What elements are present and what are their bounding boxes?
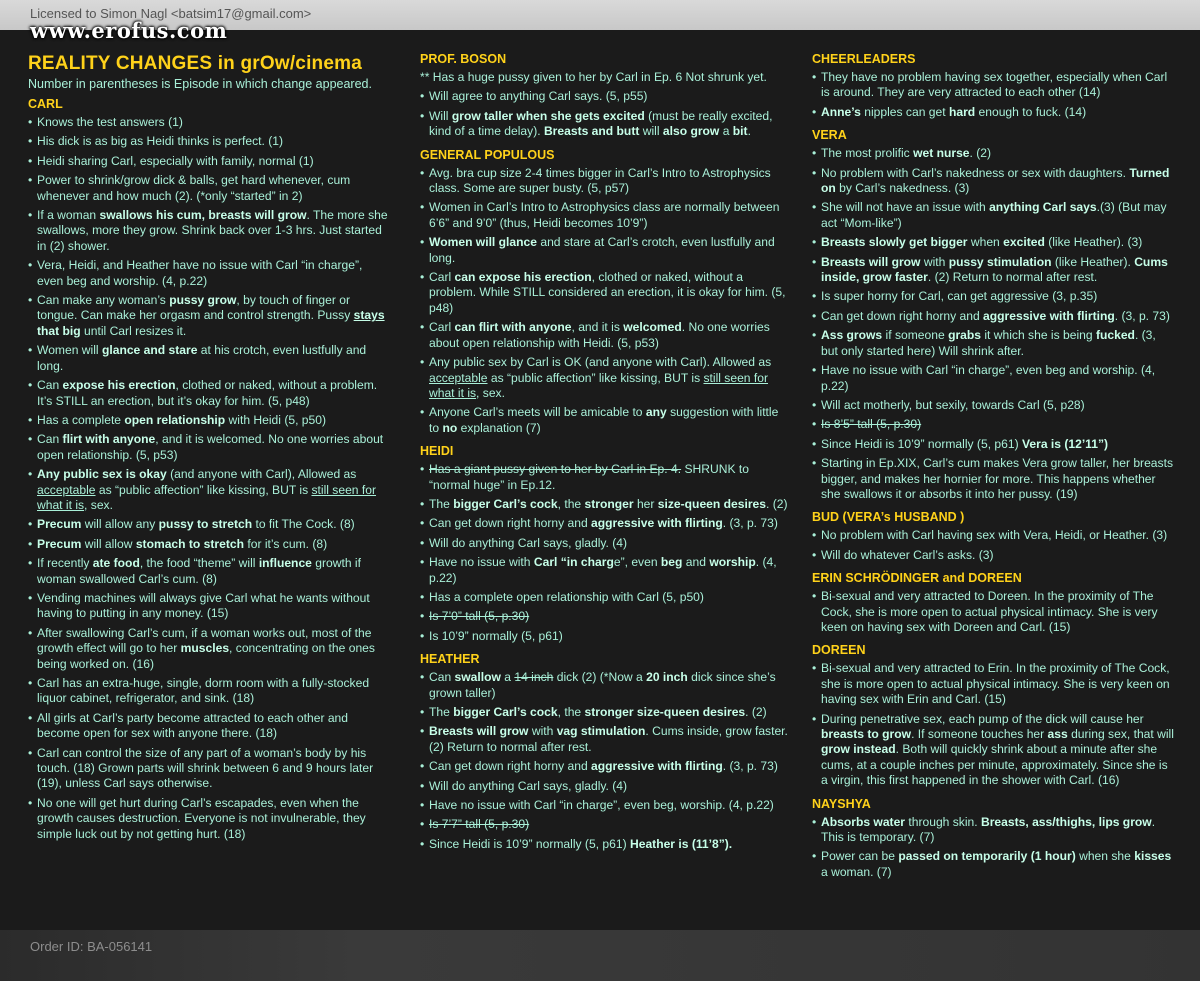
section-heidi (420, 444, 790, 644)
section-list (812, 528, 1174, 563)
list-item: • Power to shrink/grow dick & balls, get hard whenever, cum whenever and how much (2). (*only “started” in 2) (28, 173, 388, 204)
list-item: • Is 7’0” tall (5, p.30) (420, 609, 790, 624)
section-list (812, 146, 1174, 502)
list-item: • His dick is as big as Heidi thinks is perfect. (1) (28, 134, 388, 149)
list-item: • Is 7’7” tall (5, p.30) (420, 817, 790, 832)
section-list (420, 462, 790, 644)
list-item: • Have no issue with Carl “in charge”, even beg, worship. (4, p.22) (420, 798, 790, 813)
list-item: • Is super horny for Carl, can get aggressive (3, p.35) (812, 289, 1174, 304)
section-title: NAYSHYA (812, 796, 871, 811)
section-title: VERA (812, 128, 847, 143)
list-item: • Can get down right horny and aggressive with flirting. (3, p. 73) (420, 759, 790, 774)
list-item: • She will not have an issue with anything Carl says.(3) (But may act “Mom-like”) (812, 200, 1174, 231)
list-item: • Anyone Carl’s meets will be amicable to any suggestion with little to no explanation (7) (420, 405, 790, 436)
section-general-populous (420, 148, 790, 437)
section-nayshya (812, 797, 1174, 881)
list-item: • No one will get hurt during Carl’s escapades, even when the growth causes destruction. Everyone is not invulnerable, they simple luck out by not getting hurt. (18) (28, 796, 388, 842)
section-erin-schr-dinger-and-doreen (812, 571, 1174, 635)
list-item: • If a woman swallows his cum, breasts will grow. The more she swallows, more they grow. Shrink back over 1-3 hrs. Just started in (2) shower. (28, 208, 388, 254)
section-title: DOREEN (812, 643, 866, 658)
section-title: CHEERLEADERS (812, 52, 916, 66)
list-item: • Anne’s nipples can get hard enough to fuck. (14) (812, 105, 1174, 120)
list-item: • Has a complete open relationship with Carl (5, p50) (420, 590, 790, 605)
list-item: • No problem with Carl’s nakedness or sex with daughters. Turned on by Carl’s nakedness. (3) (812, 166, 1174, 197)
list-item: • Starting in Ep.XIX, Carl’s cum makes Vera grow taller, her breasts bigger, and makes her hornier for more. This happens whether she swallows it or absorbs it into her pussy. (19) (812, 456, 1174, 502)
list-item: • Absorbs water through skin. Breasts, ass/thighs, lips grow. This is temporary. (7) (812, 815, 1174, 846)
column-1 (28, 52, 388, 850)
license-text: Licensed to Simon Nagl <batsim17@gmail.com> (30, 6, 312, 21)
list-item: • Can get down right horny and aggressive with flirting. (3, p. 73) (812, 309, 1174, 324)
list-item: • No problem with Carl having sex with Vera, Heidi, or Heather. (3) (812, 528, 1174, 543)
list-item: • Will act motherly, but sexily, towards Carl (5, p28) (812, 398, 1174, 413)
list-item: • Carl can flirt with anyone, and it is welcomed. No one worries about open relationship with Heidi. (5, p53) (420, 320, 790, 351)
section-list (28, 115, 388, 842)
list-item: • After swallowing Carl’s cum, if a woman works out, most of the growth effect will go to her muscles, concentrating on the ones being worked on. (16) (28, 626, 388, 672)
list-item: • Is 10’9” normally (5, p61) (420, 629, 790, 644)
section-title: HEIDI (420, 444, 454, 459)
list-item: • Will do anything Carl says, gladly. (4) (420, 536, 790, 551)
list-item: • Carl has an extra-huge, single, dorm room with a fully-stocked liquor cabinet, refrigerator, and sink. (18) (28, 676, 388, 707)
list-item: • Women in Carl’s Intro to Astrophysics class are normally between 6’6” and 9’0” (thus, Heidi becomes 10’9”) (420, 200, 790, 231)
section-list (812, 661, 1174, 788)
page-subtitle: Number in parentheses is Episode in which change appeared. (28, 77, 372, 91)
list-item: • Will do whatever Carl’s asks. (3) (812, 548, 1174, 563)
section-title: BUD (VERA’s HUSBAND ) (812, 510, 965, 525)
section-title: CARL (28, 97, 63, 111)
site-watermark: www.erofus.com (30, 18, 228, 43)
list-item: • The bigger Carl’s cock, the stronger size-queen desires. (2) (420, 705, 790, 720)
list-item: • Will do anything Carl says, gladly. (4) (420, 779, 790, 794)
list-item: • Can get down right horny and aggressive with flirting. (3, p. 73) (420, 516, 790, 531)
list-item: • Power can be passed on temporarily (1 hour) when she kisses a woman. (7) (812, 849, 1174, 880)
list-item: • Any public sex by Carl is OK (and anyone with Carl). Allowed as acceptable as “public affection” like kissing, BUT is still seen for what it is, sex. (420, 355, 790, 401)
section-doreen (812, 643, 1174, 788)
list-item: • Breasts will grow with vag stimulation. Cums inside, grow faster. (2) Return to normal after rest. (420, 724, 790, 755)
column-3 (812, 52, 1174, 888)
section-list (420, 70, 790, 140)
order-bar (0, 930, 1200, 981)
list-item: • Bi-sexual and very attracted to Doreen. In the proximity of The Cock, she is more open to actual physical intimacy. She is very keen on having sex with Doreen and Carl. (15) (812, 589, 1174, 635)
list-item: • Any public sex is okay (and anyone with Carl), Allowed as acceptable as “public affection” like kissing, BUT is still seen for what it is, sex. (28, 467, 388, 513)
list-item: • The most prolific wet nurse. (2) (812, 146, 1174, 161)
list-item: • Will grow taller when she gets excited (must be really excited, kind of a time delay). Breasts and butt will also grow a bit. (420, 109, 790, 140)
section-title: HEATHER (420, 652, 480, 667)
list-item: • Can expose his erection, clothed or naked, without a problem. It’s STILL an erection, but it’s okay for him. (5, p48) (28, 378, 388, 409)
list-item: • Can flirt with anyone, and it is welcomed. No one worries about open relationship. (5, p53) (28, 432, 388, 463)
list-item: • Can make any woman’s pussy grow, by touch of finger or tongue. Can make her orgasm and control strength. Pussy stays that big until Carl resizes it. (28, 293, 388, 339)
list-item: • Is 8’5” tall (5, p.30) (812, 417, 1174, 432)
section-carl (28, 97, 388, 842)
list-item: • Vera, Heidi, and Heather have no issue with Carl “in charge”, even beg and worship. (4, p.22) (28, 258, 388, 289)
list-item: • Precum will allow stomach to stretch for it’s cum. (8) (28, 537, 388, 552)
list-item: • Has a complete open relationship with Heidi (5, p50) (28, 413, 388, 428)
section-heather (420, 652, 790, 852)
section-list (812, 589, 1174, 635)
section-list (812, 815, 1174, 881)
column-2 (420, 52, 790, 860)
list-item: • Carl can control the size of any part of a woman’s body by his touch. (18) Grown parts will shrink between 6 and 9 hours later (19), unless Carl says otherwise. (28, 746, 388, 792)
section-bud-vera-s-husband (812, 510, 1174, 563)
list-item: • Since Heidi is 10’9” normally (5, p61) Vera is (12’11”) (812, 437, 1174, 452)
section-title: PROF. BOSON (420, 52, 507, 66)
list-item: • Women will glance and stare at Carl’s crotch, even lustfully and long. (420, 235, 790, 266)
list-item: • Have no issue with Carl “in charge”, even beg and worship. (4, p.22) (812, 363, 1174, 394)
list-item: • Ass grows if someone grabs it which she is being fucked. (3, but only started here) Will shrink after. (812, 328, 1174, 359)
section-cheerleaders (812, 52, 1174, 120)
list-item: • Avg. bra cup size 2-4 times bigger in Carl’s Intro to Astrophysics class. Some are super busty. (5, p57) (420, 166, 790, 197)
list-item: • Can swallow a 14 inch dick (2) (*Now a 20 inch dick since she’s grown taller) (420, 670, 790, 701)
section-prof-boson (420, 52, 790, 140)
list-item: • If recently ate food, the food “theme” will influence growth if woman swallowed Carl’s cum. (8) (28, 556, 388, 587)
page-title: REALITY CHANGES in grOw/cinema (28, 53, 362, 74)
order-id: Order ID: BA-056141 (30, 939, 153, 954)
list-item: • Have no issue with Carl “in charge”, even beg and worship. (4, p.22) (420, 555, 790, 586)
list-item: • Vending machines will always give Carl what he wants without having to putting in any money. (15) (28, 591, 388, 622)
section-list (812, 70, 1174, 120)
list-item: • Bi-sexual and very attracted to Erin. In the proximity of The Cock, she is more open to actual physical intimacy. She is very keen on having sex with Erin and Carl. (15) (812, 661, 1174, 707)
list-item: • Since Heidi is 10’9” normally (5, p61) Heather is (11’8”). (420, 837, 790, 852)
list-item: • During penetrative sex, each pump of the dick will cause her breasts to grow. If someone touches her ass during sex, that will grow instead. Both will quickly shrink about a minute after she cums, at a couple inches per minute, approximately. Since she is a virgin, this first happened in the shower with Carl. (16) (812, 712, 1174, 789)
section-title: ERIN SCHRÖDINGER and DOREEN (812, 571, 1022, 586)
list-item: • Knows the test answers (1) (28, 115, 388, 130)
list-item: • Heidi sharing Carl, especially with family, normal (1) (28, 154, 388, 169)
list-item: • Carl can expose his erection, clothed or naked, without a problem. While STILL considered an erection, it is okay for him. (5, p48) (420, 270, 790, 316)
list-item: ** Has a huge pussy given to her by Carl in Ep. 6 Not shrunk yet. (420, 70, 767, 84)
list-item: • Has a giant pussy given to her by Carl in Ep. 4. SHRUNK to “normal huge” in Ep.12. (420, 462, 790, 493)
section-title: GENERAL POPULOUS (420, 147, 555, 162)
section-vera (812, 128, 1174, 502)
list-item: • Breasts slowly get bigger when excited (like Heather). (3) (812, 235, 1174, 250)
section-list (420, 166, 790, 437)
section-list (420, 670, 790, 852)
list-item: • Breasts will grow with pussy stimulation (like Heather). Cums inside, grow faster. (2) Return to normal after rest. (812, 255, 1174, 286)
list-item: • Will agree to anything Carl says. (5, p55) (420, 89, 790, 104)
list-item: • The bigger Carl’s cock, the stronger her size-queen desires. (2) (420, 497, 790, 512)
list-item: • They have no problem having sex together, especially when Carl is around. They are very attracted to each other (14) (812, 70, 1174, 101)
list-item: • All girls at Carl’s party become attracted to each other and become open for sex with anyone there. (18) (28, 711, 388, 742)
list-item: • Women will glance and stare at his crotch, even lustfully and long. (28, 343, 388, 374)
list-item: • Precum will allow any pussy to stretch to fit The Cock. (8) (28, 517, 388, 532)
